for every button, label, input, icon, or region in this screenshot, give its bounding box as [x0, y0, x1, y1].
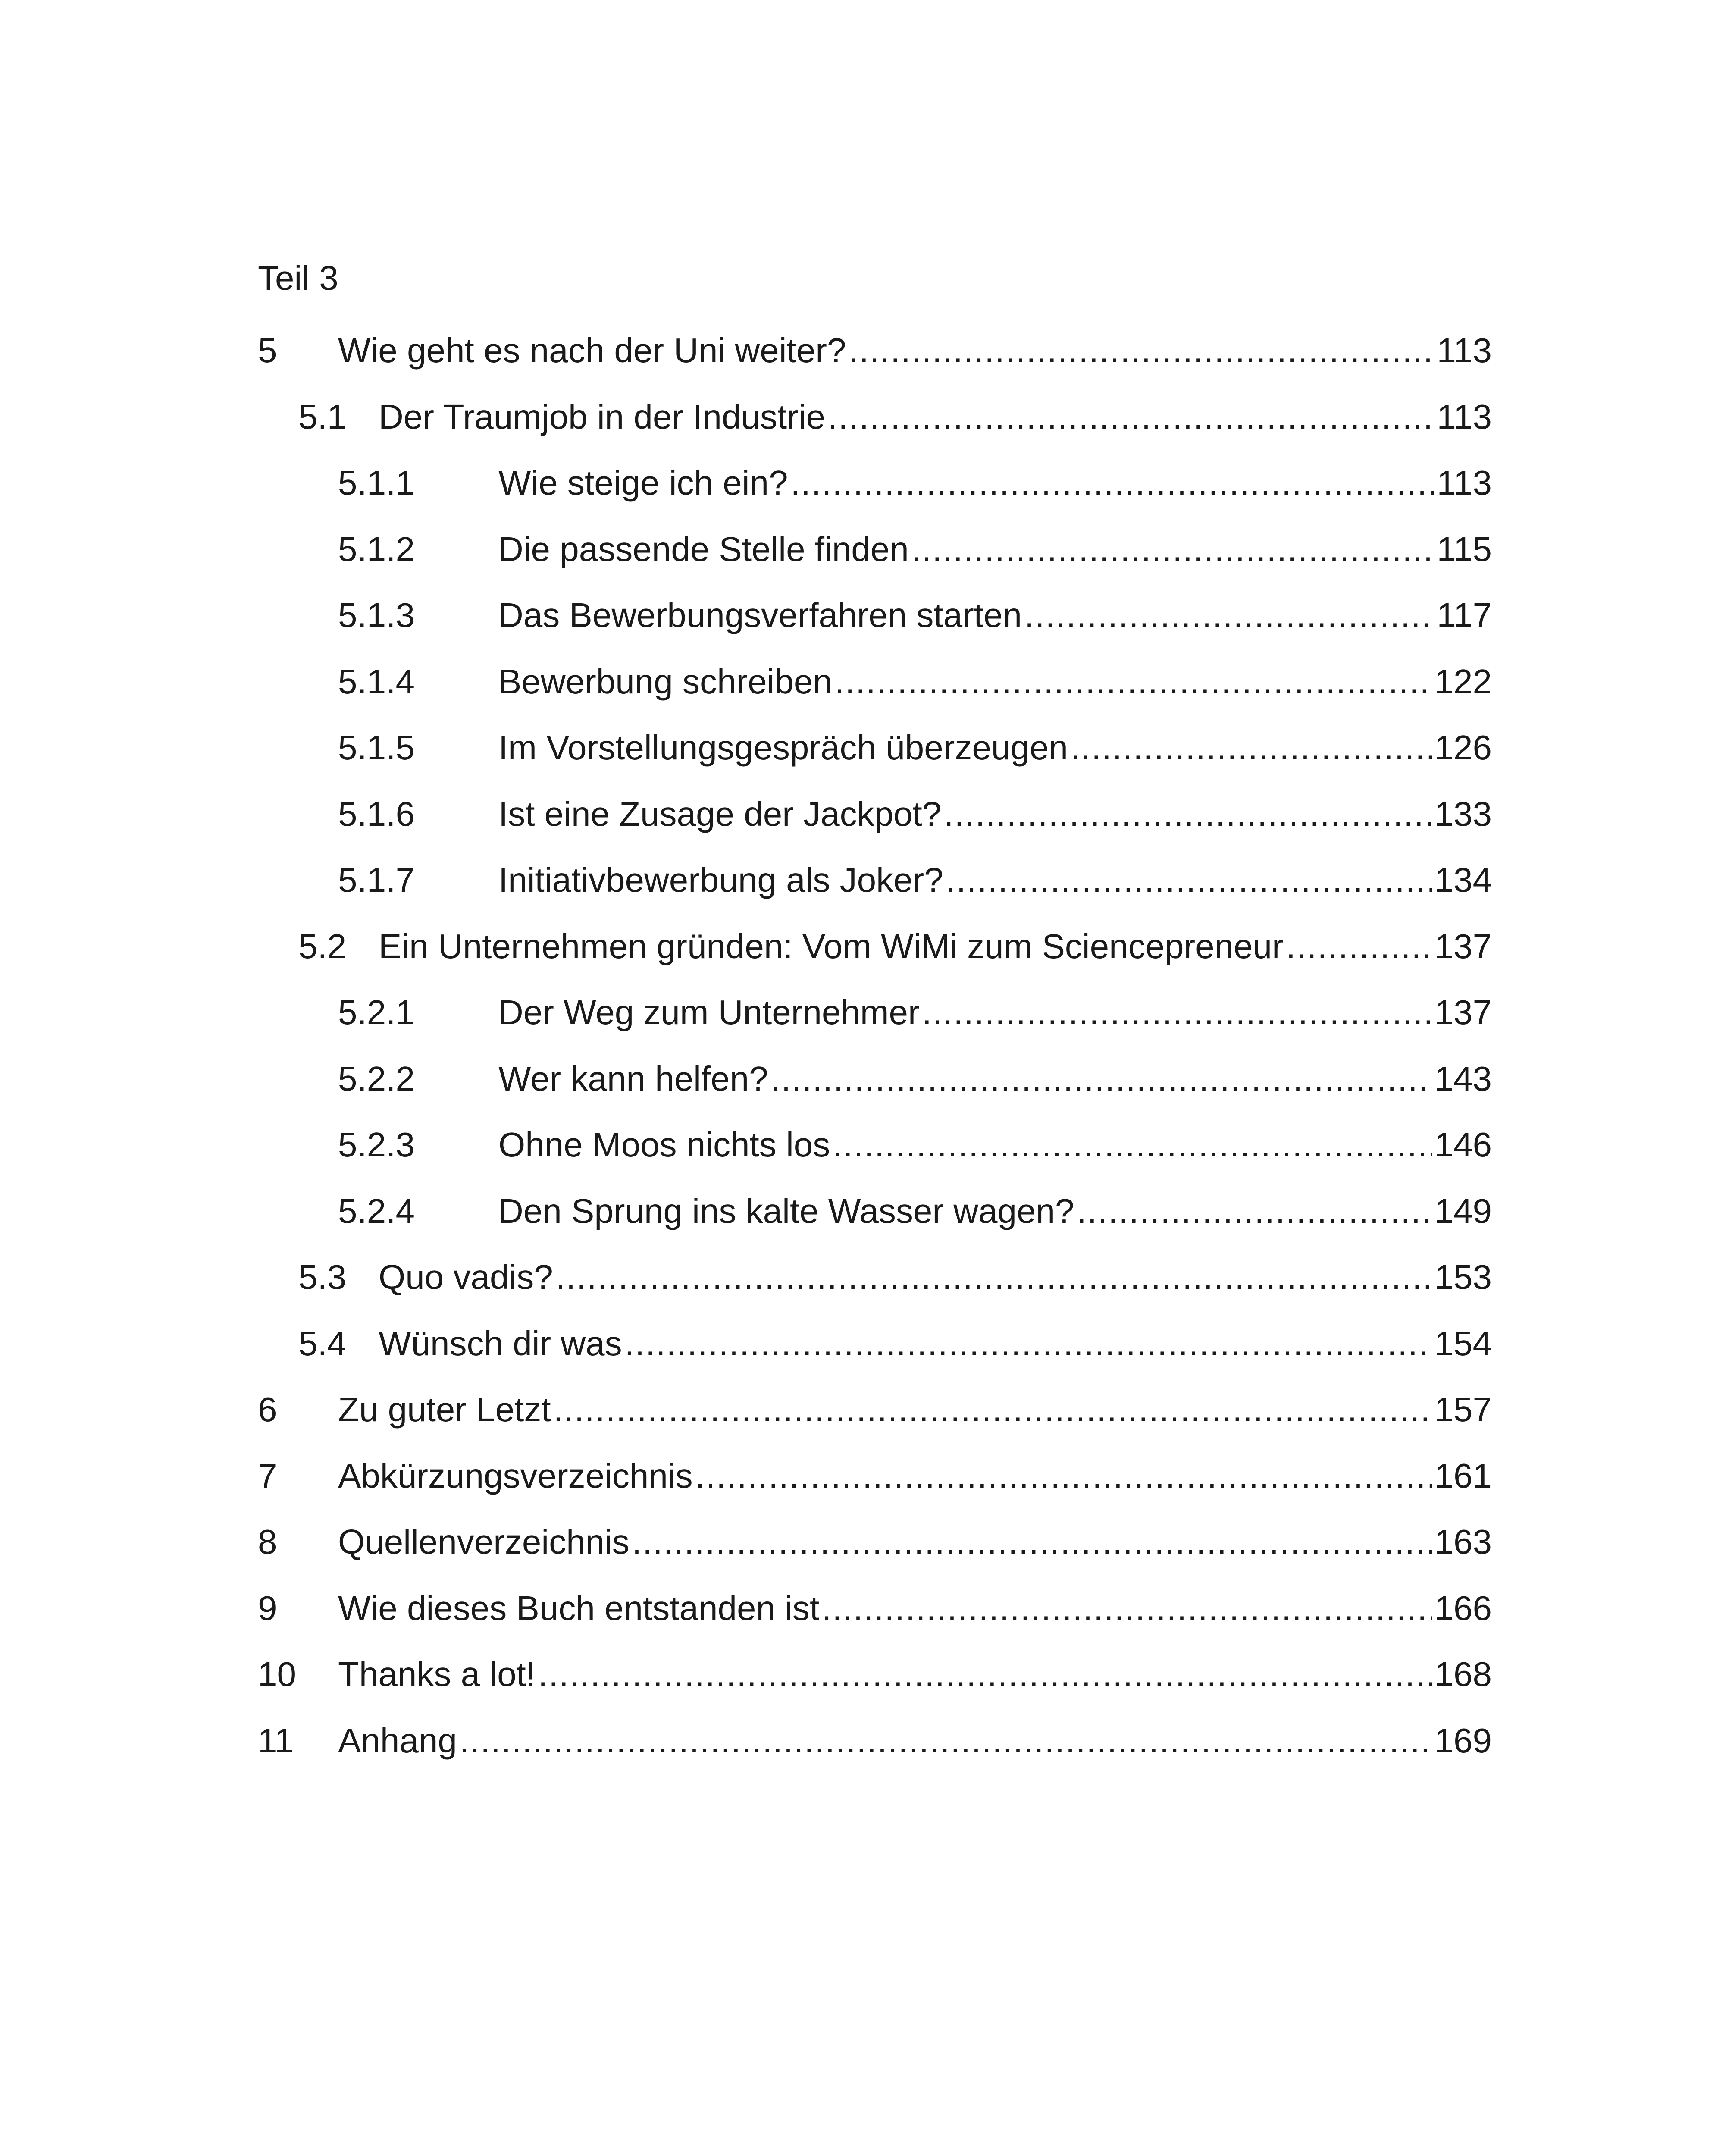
toc-leader-dots	[822, 1585, 1431, 1632]
toc-entry-title: Abkürzungsverzeichnis	[338, 1456, 693, 1495]
toc-entry-page: 137	[1434, 927, 1492, 965]
toc-entry-title: Anhang	[338, 1721, 457, 1760]
toc-entry-page: 166	[1434, 1589, 1492, 1627]
toc-entry	[258, 1518, 1492, 1585]
toc-entry-title: Zu guter Letzt	[338, 1390, 551, 1429]
toc-entry	[258, 459, 1492, 526]
toc-leader-dots	[1071, 724, 1432, 771]
toc-entry-number: 5.3	[298, 1258, 347, 1296]
toc-leader-dots	[556, 1253, 1432, 1301]
toc-entry-page: 133	[1434, 794, 1492, 833]
table-of-contents	[258, 327, 1492, 1783]
toc-leader-dots	[625, 1320, 1432, 1367]
toc-entry-page: 113	[1437, 331, 1492, 370]
toc-leader-dots	[911, 526, 1434, 573]
toc-entry	[258, 1651, 1492, 1717]
toc-entry-number: 10	[258, 1655, 296, 1693]
toc-leader-dots	[922, 989, 1432, 1036]
toc-entry-number: 5.2	[298, 927, 347, 965]
toc-leader-dots	[944, 790, 1431, 838]
toc-entry-title: Bewerbung schreiben	[498, 662, 832, 701]
toc-entry-title: Im Vorstellungsgespräch überzeugen	[498, 728, 1068, 767]
toc-entry	[258, 989, 1492, 1055]
toc-entry-page: 163	[1434, 1523, 1492, 1561]
toc-entry-number: 7	[258, 1456, 277, 1495]
toc-leader-dots	[946, 856, 1432, 904]
toc-entry-number: 5.1.1	[338, 464, 415, 502]
toc-entry-page: 168	[1434, 1655, 1492, 1693]
toc-entry-page: 126	[1434, 728, 1492, 767]
toc-entry-number: 9	[258, 1589, 277, 1627]
toc-entry	[258, 724, 1492, 790]
toc-entry-title: Der Weg zum Unternehmer	[498, 993, 920, 1031]
toc-leader-dots	[828, 393, 1434, 441]
toc-entry-page: 161	[1434, 1456, 1492, 1495]
toc-leader-dots	[1286, 923, 1432, 970]
toc-entry	[258, 1320, 1492, 1386]
toc-entry-title: Wie steige ich ein?	[498, 464, 788, 502]
toc-entry-title: Wie dieses Buch entstanden ist	[338, 1589, 820, 1627]
toc-entry	[258, 1121, 1492, 1188]
toc-entry-title: Wie geht es nach der Uni weiter?	[338, 331, 846, 370]
toc-entry-page: 153	[1434, 1258, 1492, 1296]
toc-leader-dots	[790, 459, 1434, 507]
toc-entry-page: 134	[1434, 861, 1492, 899]
toc-entry-number: 5.1	[298, 397, 347, 436]
toc-entry	[258, 658, 1492, 724]
section-heading: Teil 3	[258, 259, 338, 297]
toc-entry-number: 5.2.1	[338, 993, 415, 1031]
toc-entry	[258, 1188, 1492, 1254]
toc-entry-title: Ein Unternehmen gründen: Vom WiMi zum Sciencepreneur	[379, 927, 1284, 965]
toc-entry	[258, 327, 1492, 393]
toc-leader-dots	[771, 1055, 1432, 1103]
toc-leader-dots	[538, 1651, 1432, 1698]
toc-entry-page: 113	[1437, 397, 1492, 436]
toc-leader-dots	[1077, 1188, 1432, 1235]
toc-leader-dots	[695, 1452, 1432, 1500]
toc-entry-page: 115	[1437, 530, 1492, 568]
toc-entry-page: 122	[1434, 662, 1492, 701]
toc-leader-dots	[835, 658, 1432, 705]
toc-entry-number: 5.1.6	[338, 794, 415, 833]
toc-entry-number: 5.1.7	[338, 861, 415, 899]
toc-entry-title: Ohne Moos nichts los	[498, 1125, 830, 1164]
toc-entry-number: 5.1.5	[338, 728, 415, 767]
toc-entry-number: 5.1.3	[338, 596, 415, 634]
toc-entry-page: 113	[1437, 464, 1492, 502]
toc-entry	[258, 1055, 1492, 1122]
toc-entry-number: 6	[258, 1390, 277, 1429]
toc-entry-number: 5.1.4	[338, 662, 415, 701]
toc-leader-dots	[833, 1121, 1431, 1169]
toc-entry-title: Wünsch dir was	[379, 1324, 622, 1363]
toc-entry-number: 5.2.3	[338, 1125, 415, 1164]
toc-entry-title: Der Traumjob in der Industrie	[379, 397, 826, 436]
toc-entry	[258, 1717, 1492, 1783]
toc-entry-title: Quo vadis?	[379, 1258, 553, 1296]
toc-leader-dots	[849, 327, 1434, 374]
toc-entry-title: Ist eine Zusage der Jackpot?	[498, 794, 942, 833]
toc-entry	[258, 856, 1492, 923]
toc-entry	[258, 1452, 1492, 1519]
toc-entry	[258, 393, 1492, 460]
toc-entry	[258, 1585, 1492, 1651]
toc-entry-title: Wer kann helfen?	[498, 1059, 768, 1098]
toc-entry-number: 5.2.2	[338, 1059, 415, 1098]
toc-entry-title: Initiativbewerbung als Joker?	[498, 861, 943, 899]
toc-entry-page: 117	[1437, 596, 1492, 634]
toc-leader-dots	[460, 1717, 1432, 1764]
toc-entry-number: 11	[258, 1721, 294, 1760]
toc-entry-number: 5.2.4	[338, 1191, 415, 1230]
toc-entry-number: 5.4	[298, 1324, 347, 1363]
toc-leader-dots	[554, 1386, 1432, 1433]
toc-entry-number: 5.1.2	[338, 530, 415, 568]
toc-leader-dots	[1024, 592, 1434, 639]
toc-entry	[258, 526, 1492, 592]
toc-entry-page: 137	[1434, 993, 1492, 1031]
toc-entry-title: Thanks a lot!	[338, 1655, 536, 1693]
toc-entry-page: 154	[1434, 1324, 1492, 1363]
toc-entry-number: 8	[258, 1523, 277, 1561]
toc-entry-title: Quellenverzeichnis	[338, 1523, 630, 1561]
toc-entry	[258, 923, 1492, 989]
toc-entry-page: 149	[1434, 1191, 1492, 1230]
toc-entry-page: 146	[1434, 1125, 1492, 1164]
toc-entry-title: Die passende Stelle finden	[498, 530, 909, 568]
toc-entry-page: 143	[1434, 1059, 1492, 1098]
toc-entry-title: Das Bewerbungsverfahren starten	[498, 596, 1022, 634]
toc-entry-number: 5	[258, 331, 277, 370]
toc-entry	[258, 1253, 1492, 1320]
toc-entry	[258, 1386, 1492, 1452]
toc-entry	[258, 790, 1492, 857]
toc-leader-dots	[632, 1518, 1432, 1566]
toc-entry-page: 169	[1434, 1721, 1492, 1760]
toc-entry-title: Den Sprung ins kalte Wasser wagen?	[498, 1191, 1074, 1230]
toc-entry-page: 157	[1434, 1390, 1492, 1429]
toc-entry	[258, 592, 1492, 658]
